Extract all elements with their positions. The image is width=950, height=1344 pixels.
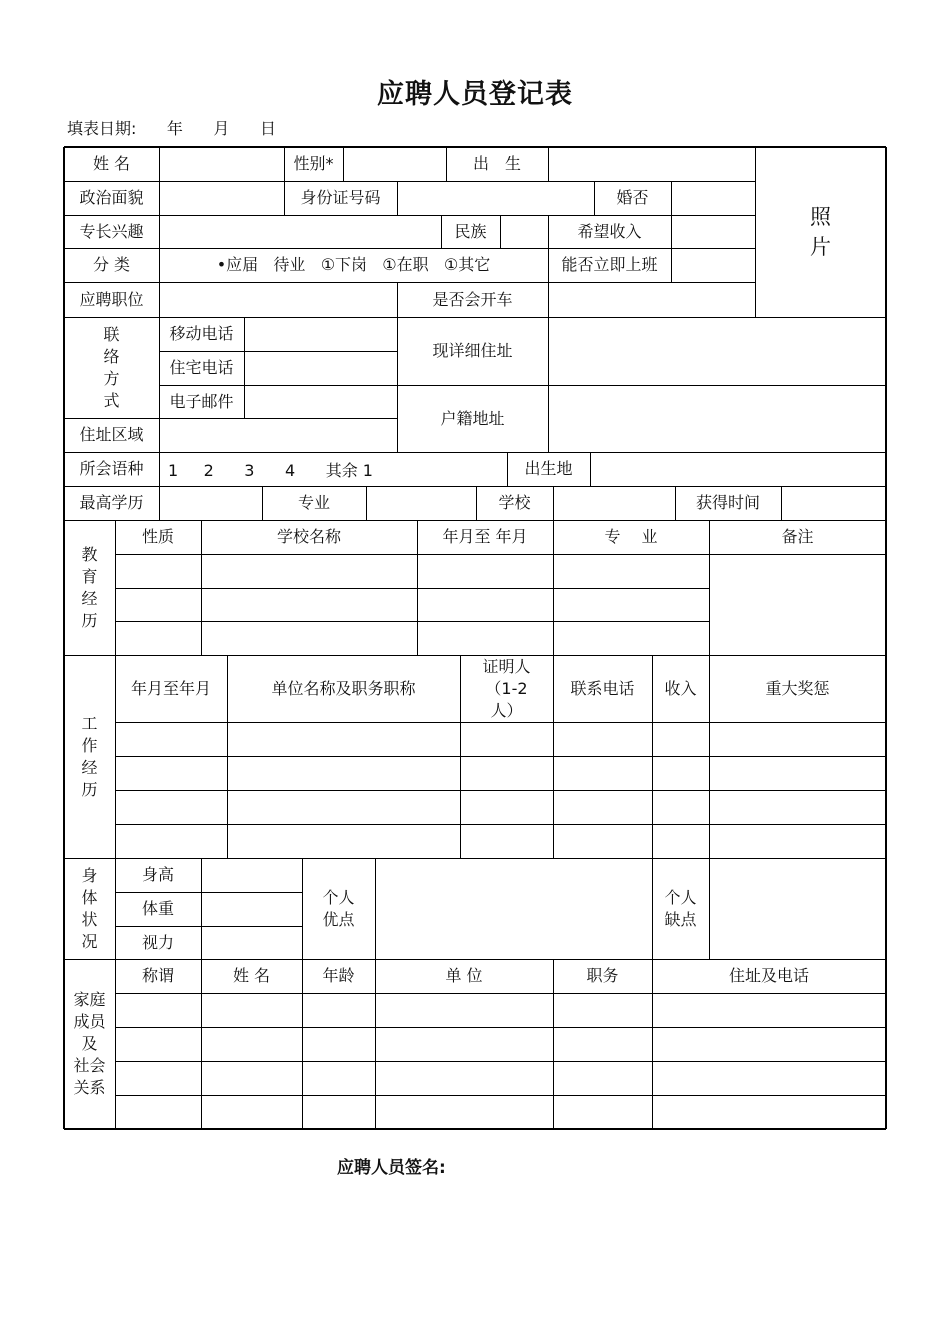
language-options[interactable]: 1 2 3 4 其余 1: [168, 460, 373, 480]
grid-line-horizontal: [64, 452, 886, 453]
grid-line-horizontal: [115, 756, 886, 757]
grid-line-vertical: [675, 486, 676, 520]
edu-header: 年月至 年月: [442, 527, 528, 546]
grid-line-vertical: [63, 147, 65, 1129]
edu-header: 专 业: [604, 527, 658, 546]
label-languages: 所会语种: [79, 459, 144, 478]
grid-line-horizontal: [115, 621, 709, 622]
input-ethnicity[interactable]: [500, 215, 548, 248]
grid-line-vertical: [553, 486, 554, 520]
label-current-address: 现详细住址: [432, 341, 513, 360]
label-can-drive: 是否会开车: [432, 289, 513, 309]
grid-line-horizontal: [115, 824, 886, 825]
grid-line-vertical: [201, 858, 202, 1129]
grid-line-horizontal: [115, 1095, 886, 1096]
label-highest-education: 最高学历: [79, 493, 144, 512]
grid-line-horizontal: [64, 248, 755, 249]
grid-line-horizontal: [159, 385, 886, 386]
work-header: 单位名称及职务职称: [271, 678, 416, 698]
grid-line-vertical: [460, 655, 461, 858]
grid-line-horizontal: [64, 317, 886, 318]
grid-line-horizontal: [64, 146, 886, 148]
photo-box[interactable]: 照 片: [810, 205, 831, 259]
input-gender[interactable]: [343, 147, 446, 181]
label-hukou-address: 户籍地址: [440, 408, 505, 428]
grid-line-vertical: [781, 486, 782, 520]
grid-line-vertical: [115, 520, 116, 1129]
grid-line-vertical: [548, 215, 549, 282]
grid-line-vertical: [446, 147, 447, 181]
input-major[interactable]: [366, 486, 476, 520]
label-strengths: 个人 优点: [322, 887, 355, 929]
input-highest-education[interactable]: [159, 486, 262, 520]
grid-line-vertical: [652, 655, 653, 858]
grid-line-horizontal: [64, 959, 886, 960]
input-weaknesses[interactable]: [709, 858, 886, 959]
grid-line-vertical: [366, 486, 367, 520]
grid-line-vertical: [417, 520, 418, 655]
grid-line-vertical: [594, 181, 595, 215]
label-marital: 婚否: [616, 188, 649, 207]
input-school[interactable]: [553, 486, 675, 520]
grid-line-horizontal: [64, 520, 886, 521]
grid-line-horizontal: [115, 722, 886, 723]
input-birth[interactable]: [548, 147, 755, 181]
family-header: 住址及电话: [728, 966, 809, 985]
label-gender: 性别*: [293, 154, 334, 173]
input-home-phone[interactable]: [244, 351, 397, 385]
registration-form: [64, 147, 886, 1129]
label-major: 专业: [297, 493, 330, 512]
family-header: 姓 名: [232, 966, 271, 985]
grid-line-horizontal: [115, 790, 886, 791]
input-hukou-address[interactable]: [548, 385, 886, 452]
grid-line-horizontal: [64, 1128, 886, 1130]
label-date-obtained: 获得时间: [695, 493, 760, 512]
grid-line-vertical: [397, 181, 398, 215]
grid-line-vertical: [553, 520, 554, 655]
label-area: 住址区域: [79, 425, 144, 444]
grid-line-horizontal: [64, 215, 755, 216]
grid-line-horizontal: [115, 1027, 886, 1028]
grid-line-vertical: [652, 858, 653, 959]
grid-line-vertical: [652, 959, 653, 1129]
family-header: 职务: [586, 966, 619, 985]
family-header: 单 位: [445, 966, 483, 985]
input-date-obtained[interactable]: [781, 486, 886, 520]
grid-line-vertical: [709, 520, 710, 655]
grid-line-vertical: [159, 147, 160, 520]
grid-line-vertical: [262, 486, 263, 520]
input-position[interactable]: [159, 282, 397, 317]
grid-line-vertical: [548, 282, 549, 452]
label-hobbies: 专长兴趣: [79, 221, 144, 241]
label-start-immediately: 能否立即上班: [561, 255, 658, 274]
grid-line-horizontal: [115, 926, 302, 927]
label-education: 教 育 经 历: [81, 544, 98, 630]
input-email[interactable]: [244, 385, 397, 418]
grid-line-vertical: [397, 282, 398, 452]
grid-line-vertical: [284, 147, 285, 215]
grid-line-vertical: [507, 452, 508, 486]
grid-line-vertical: [553, 959, 554, 1129]
label-birth: 出 生: [472, 154, 521, 173]
label-political: 政治面貌: [79, 188, 144, 207]
grid-line-vertical: [548, 147, 549, 181]
grid-line-horizontal: [64, 486, 886, 487]
input-mobile[interactable]: [244, 317, 397, 351]
grid-line-vertical: [553, 655, 554, 858]
family-header: 年龄: [322, 966, 355, 985]
input-expected-income[interactable]: [671, 215, 755, 248]
work-header: 联系电话: [570, 678, 635, 698]
label-weaknesses: 个人 缺点: [664, 887, 697, 929]
input-start-immediately[interactable]: [671, 248, 755, 282]
input-id-number[interactable]: [397, 181, 594, 215]
page-title: 应聘人员登记表: [377, 79, 573, 110]
grid-line-vertical: [476, 486, 477, 520]
label-height: 身高: [141, 865, 174, 884]
edu-header: 备注: [781, 527, 814, 546]
edu-header: 学校名称: [276, 527, 341, 546]
grid-line-horizontal: [64, 655, 886, 656]
label-contact: 联 络 方 式: [103, 324, 120, 410]
grid-line-vertical: [441, 215, 442, 248]
label-category: 分 类: [92, 255, 131, 274]
label-vision: 视力: [141, 932, 174, 952]
input-can-drive[interactable]: [548, 282, 755, 317]
family-header: 称谓: [141, 966, 174, 985]
grid-line-vertical: [375, 959, 376, 1129]
label-expected-income: 希望收入: [577, 221, 642, 241]
input-political[interactable]: [159, 181, 284, 215]
grid-line-horizontal: [115, 993, 886, 994]
label-ethnicity: 民族: [454, 221, 487, 241]
input-current-address[interactable]: [548, 317, 886, 385]
category-options[interactable]: •应届 待业 ①下岗 ①在职 ①其它: [216, 255, 491, 274]
input-weight[interactable]: [201, 892, 302, 926]
label-id-number: 身份证号码: [300, 188, 381, 207]
input-marital[interactable]: [671, 181, 755, 215]
input-height[interactable]: [201, 858, 302, 892]
label-family: 家庭 成员 及 社会 关系: [73, 990, 106, 1097]
grid-line-horizontal: [64, 858, 886, 859]
work-header: 重大奖惩: [765, 678, 830, 698]
input-vision[interactable]: [201, 926, 302, 959]
work-header: 证明人 （1-2 人）: [482, 656, 531, 720]
grid-line-horizontal: [115, 1061, 886, 1062]
grid-line-vertical: [755, 147, 756, 317]
work-header: 年月至年月: [130, 678, 211, 698]
label-work: 工 作 经 历: [81, 713, 98, 799]
grid-line-vertical: [709, 655, 710, 858]
work-header: 收入: [664, 678, 697, 698]
grid-line-vertical: [244, 317, 245, 418]
fill-date: 填表日期: 年 月 日: [67, 119, 276, 138]
input-name[interactable]: [159, 147, 284, 181]
label-mobile: 移动电话: [169, 324, 234, 343]
grid-line-vertical: [201, 520, 202, 655]
grid-line-horizontal: [115, 588, 709, 589]
signature-label: 应聘人员签名:: [337, 1158, 446, 1178]
grid-line-horizontal: [64, 181, 755, 182]
grid-line-vertical: [375, 858, 376, 959]
grid-line-vertical: [590, 452, 591, 486]
input-area[interactable]: [159, 418, 397, 452]
grid-line-horizontal: [159, 351, 397, 352]
label-birthplace: 出生地: [524, 459, 573, 478]
grid-line-vertical: [709, 858, 710, 959]
grid-line-vertical: [227, 655, 228, 858]
label-position: 应聘职位: [79, 289, 144, 309]
grid-line-horizontal: [64, 418, 397, 419]
grid-line-horizontal: [64, 282, 755, 283]
label-physical: 身 体 状 况: [81, 865, 98, 951]
grid-line-vertical: [343, 147, 344, 181]
label-weight: 体重: [141, 899, 174, 918]
grid-line-vertical: [302, 858, 303, 1129]
grid-line-vertical: [885, 147, 887, 1129]
grid-line-vertical: [500, 215, 501, 248]
edu-header: 性质: [141, 527, 174, 546]
label-school: 学校: [498, 493, 531, 512]
grid-line-horizontal: [115, 554, 886, 555]
grid-line-horizontal: [115, 892, 302, 893]
input-hobbies[interactable]: [159, 215, 441, 248]
grid-line-vertical: [671, 181, 672, 282]
label-name: 姓 名: [92, 154, 131, 173]
label-email: 电子邮件: [169, 391, 234, 411]
input-strengths[interactable]: [375, 858, 652, 959]
input-birthplace[interactable]: [590, 452, 886, 486]
label-home-phone: 住宅电话: [169, 358, 234, 377]
